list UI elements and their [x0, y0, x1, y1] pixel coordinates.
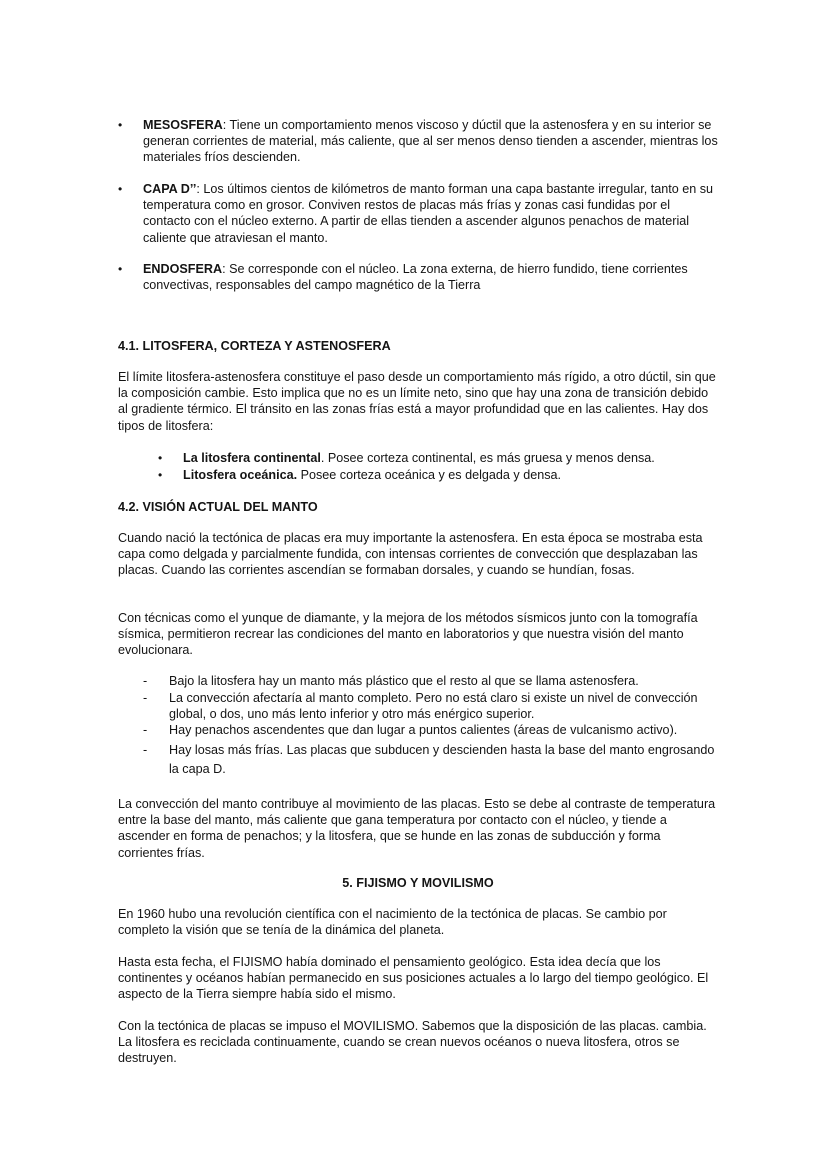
bullet-term: La litosfera continental — [183, 451, 321, 465]
paragraph-tectonica: Cuando nació la tectónica de placas era muy importante la astenosfera. En esta época se mostraba esta capa como delgada y parcialmente fundida, con intensas corrientes de convección que desplazaban las placas. Cuando las corrientes ascendían se formaban dorsales, y cuando se hundían, fosas. — [118, 531, 703, 578]
dash-glyph: - — [143, 674, 148, 688]
dash-glyph: - — [143, 691, 148, 705]
dash-glyph: - — [143, 743, 148, 757]
paragraph-fijismo: Hasta esta fecha, el FIJISMO había dominado el pensamiento geológico. Esta idea decía que los continentes y océanos habían permanecido en sus posiciones actuales a lo largo del tiempo geológico. El aspecto de la Tierra siempre había sido el mismo. — [118, 955, 709, 1002]
paragraph-conveccion: La convección del manto contribuye al movimiento de las placas. Esto se debe al contraste de temperatura entre la base del manto, más caliente que gana temperatura por contacto con el núcleo, y tiende a ascender en forma de penachos; y la litosfera, que se hunde en las zonas de subducción y forma corrientes frías. — [118, 797, 716, 860]
bullet-dot: • — [158, 468, 163, 482]
section-heading-4-2: 4.2. VISIÓN ACTUAL DEL MANTO — [118, 500, 318, 514]
bullet-text: . Posee corteza continental, es más gruesa y menos densa. — [320, 451, 655, 465]
bullet-dot: • — [158, 451, 163, 465]
section-heading-4-1: 4.1. LITOSFERA, CORTEZA Y ASTENOSFERA — [118, 339, 391, 353]
paragraph-litosfera: El límite litosfera-astenosfera constituye el paso desde un comportamiento más rígido, a otro dúctil, sin que la composición cambie. Esto implica que no es un límite neto, sino que hay una zona de transición debido al gradiente térmico. El tránsito en las zonas frías está a mayor profundidad que en las calientes. Hay dos tipos de litosfera: — [118, 370, 716, 433]
dash-item-text: La convección afectaría al manto completo. Pero no está claro si existe un nivel de convección global, o dos, uno más lento inferior y otro más enérgico superior. — [169, 691, 698, 722]
dash-item-text: Bajo la litosfera hay un manto más plástico que el resto al que se llama astenosfera. — [169, 674, 639, 688]
paragraph-tecnicas: Con técnicas como el yunque de diamante, y la mejora de los métodos sísmicos junto con la tomografía sísmica, permitieron recrear las condiciones del manto en laboratorios y que nuestra visión del manto evolucionara. — [118, 611, 698, 658]
dash-item-text: Hay losas más frías. Las placas que subducen y descienden hasta la base del manto engrosando la capa D. — [169, 743, 715, 776]
paragraph-1960: En 1960 hubo una revolución científica con el nacimiento de la tectónica de placas. Se cambio por completo la visión que se tenía de la dinámica del planeta. — [118, 907, 667, 938]
bullet-term: Litosfera oceánica. — [183, 468, 298, 482]
bullet-dot: • — [118, 118, 123, 132]
bullet-text: : Se corresponde con el núcleo. La zona externa, de hierro fundido, tiene corrientes convectivas, responsables del campo magnético de la Tierra — [143, 262, 688, 293]
bullet-dot: • — [118, 262, 123, 276]
bullet-term: MESOSFERA — [143, 118, 223, 132]
bullet-term: ENDOSFERA — [143, 262, 223, 276]
dash-glyph: - — [143, 723, 148, 737]
paragraph-movilismo: Con la tectónica de placas se impuso el MOVILISMO. Sabemos que la disposición de las placas. cambia. La litosfera es reciclada continuamente, cuando se crean nuevos océanos o nueva litosfera, otros se destruyen. — [118, 1019, 707, 1066]
bullet-term: CAPA D’’ — [143, 182, 197, 196]
section-heading-5: 5. FIJISMO Y MOVILISMO — [342, 876, 494, 890]
bullet-text: : Los últimos cientos de kilómetros de manto forman una capa bastante irregular, tanto en su temperatura como en grosor. Conviven restos de placas más frías y zonas casi fundidas por el contacto con el núcleo externo. A partir de ellas tienden a ascender algunos penachos de material caliente que atraviesan el manto. — [143, 182, 714, 245]
bullet-text: Posee corteza oceánica y es delgada y densa. — [297, 468, 562, 482]
bullet-text: : Tiene un comportamiento menos viscoso y dúctil que la astenosfera y en su interior se generan corrientes de material, más caliente, que al ser menos denso tienden a ascender, mientras los materiales fríos descienden. — [143, 118, 718, 165]
bullet-dot: • — [118, 182, 123, 196]
dash-item-text: Hay penachos ascendentes que dan lugar a puntos calientes (áreas de vulcanismo activo). — [169, 723, 678, 737]
